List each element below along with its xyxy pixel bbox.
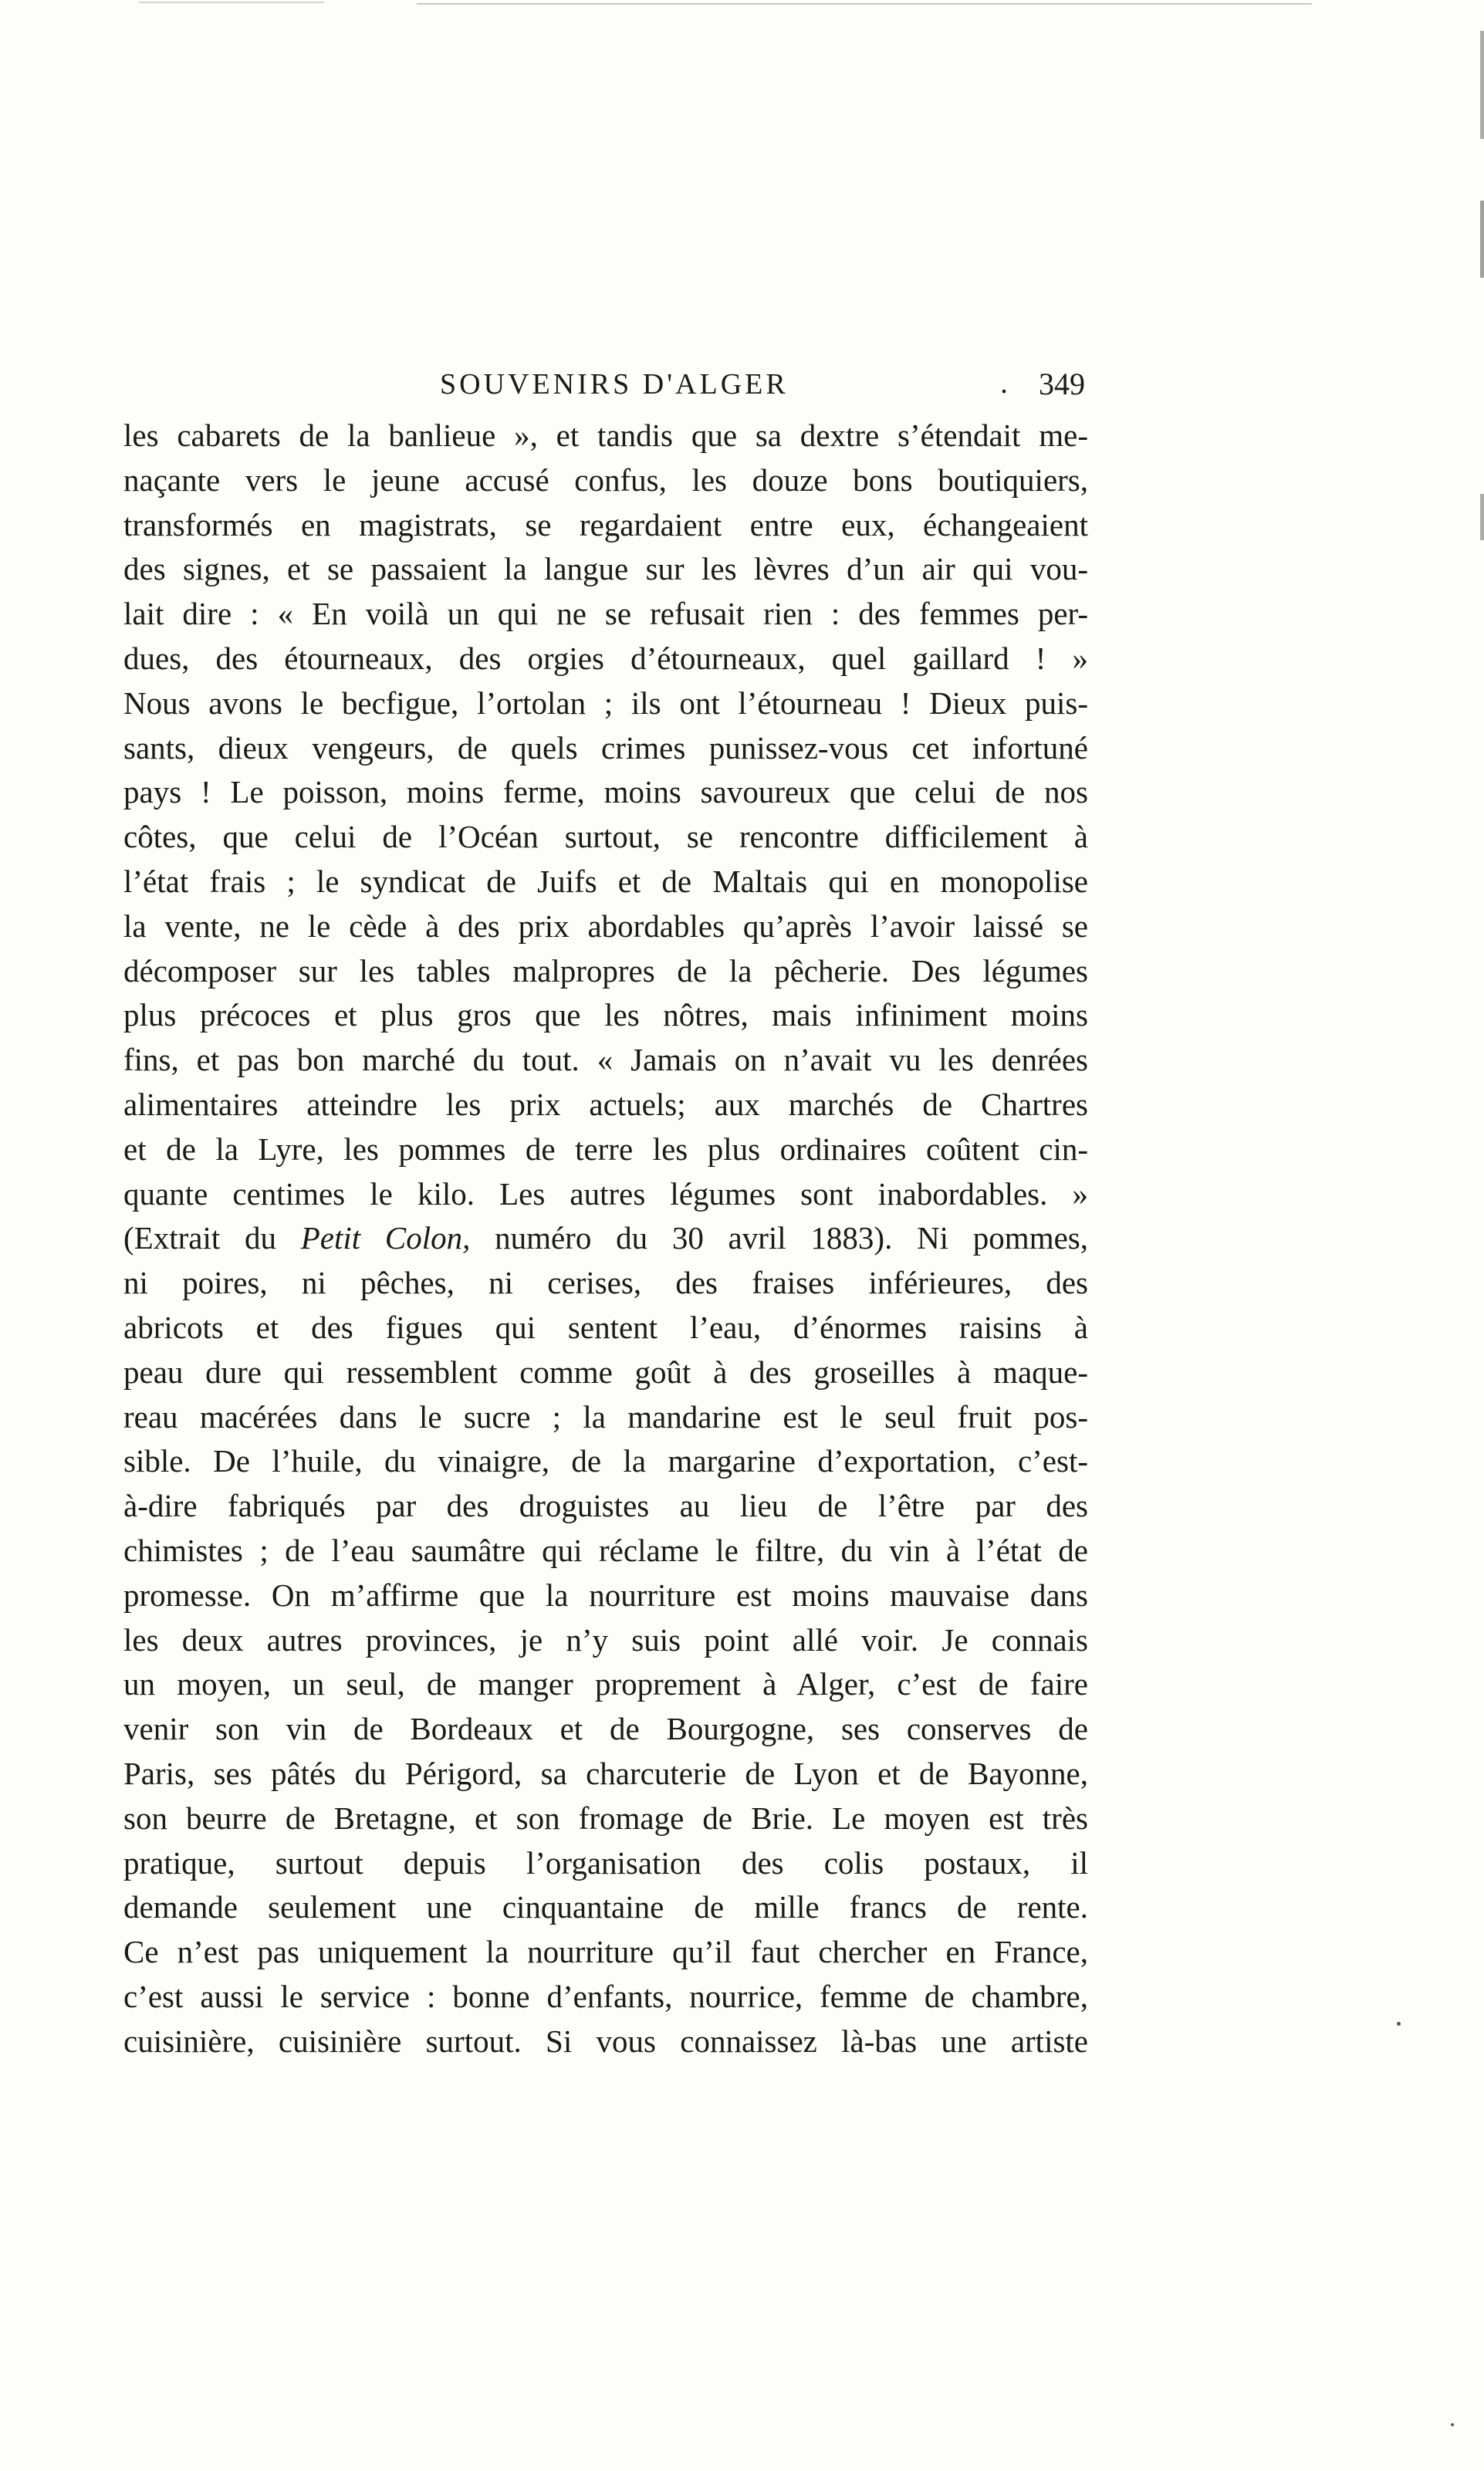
- text-line: [123, 770, 1088, 815]
- text-line: [123, 1662, 1088, 1707]
- text-line: [123, 993, 1088, 1038]
- text-line: [123, 1395, 1088, 1440]
- text-line: [123, 2020, 1088, 2064]
- text-segment: son beurre de Bretagne, et son fromage de Brie. Le moyen est très: [123, 1800, 1088, 1836]
- text-line: [123, 1797, 1088, 1841]
- text-line: [123, 1038, 1088, 1083]
- text-segment: l’état frais ; le syndicat de Juifs et de Maltais qui en monopolise: [123, 863, 1088, 899]
- text-segment: plus précoces et plus gros que les nôtres, mais infiniment moins: [123, 997, 1088, 1033]
- text-line: [123, 1707, 1088, 1752]
- text-line: [123, 1618, 1088, 1663]
- text-segment: la vente, ne le cède à des prix abordables qu’après l’avoir laissé se: [123, 908, 1088, 944]
- text-segment: côtes, que celui de l’Océan surtout, se rencontre difficilement à: [123, 819, 1088, 855]
- text-segment: les deux autres provinces, je n’y suis point allé voir. Je connais: [123, 1621, 1088, 1658]
- text-line: [123, 1752, 1088, 1797]
- text-segment: demande seulement une cinquantaine de mille francs de rente.: [123, 1889, 1088, 1925]
- header-separator: .: [1000, 365, 1008, 400]
- scan-edge-mark: [417, 3, 1312, 5]
- text-line: [123, 1261, 1088, 1306]
- text-segment: cuisinière, cuisinière surtout. Si vous connaissez là-bas une artiste: [123, 2023, 1088, 2059]
- running-title: SOUVENIRS D'ALGER: [440, 368, 789, 401]
- text-line: [123, 458, 1088, 503]
- text-line: [123, 1574, 1088, 1618]
- text-line: [123, 1975, 1088, 2020]
- text-line: [123, 637, 1088, 681]
- text-line: [123, 1841, 1088, 1886]
- text-line: [123, 1930, 1088, 1975]
- text-segment: pratique, surtout depuis l’organisation des colis postaux, il: [123, 1844, 1088, 1881]
- text-segment: peau dure qui ressemblent comme goût à des groseilles à maque-: [123, 1354, 1088, 1390]
- text-segment: et de la Lyre, les pommes de terre les plus ordinaires coûtent cin-: [123, 1131, 1088, 1167]
- scan-edge-shadow: [1480, 31, 1484, 2423]
- text-segment: (Extrait du: [123, 1220, 301, 1256]
- text-line: [123, 860, 1088, 904]
- text-segment: chimistes ; de l’eau saumâtre qui réclame le filtre, du vin à l’état de: [123, 1532, 1088, 1568]
- text-segment: alimentaires atteindre les prix actuels; aux marchés de Chartres: [123, 1086, 1088, 1122]
- text-line: [123, 1484, 1088, 1529]
- text-line: [123, 949, 1088, 994]
- text-line: [123, 503, 1088, 548]
- text-segment: à-dire fabriqués par des droguistes au lieu de l’être par des: [123, 1488, 1088, 1524]
- text-line: [123, 681, 1088, 726]
- text-segment: Petit Colon,: [300, 1220, 471, 1256]
- text-line: [123, 1350, 1088, 1395]
- text-segment: numéro du 30 avril 1883). Ni pommes,: [470, 1220, 1088, 1256]
- text-line: [123, 726, 1088, 771]
- text-segment: promesse. On m’affirme que la nourriture est moins mauvaise dans: [123, 1577, 1088, 1613]
- text-segment: décomposer sur les tables malpropres de la pêcherie. Des légumes: [123, 952, 1088, 989]
- scan-speck: [1451, 2423, 1454, 2426]
- text-segment: un moyen, un seul, de manger proprement à Alger, c’est de faire: [123, 1666, 1088, 1702]
- text-segment: naçante vers le jeune accusé confus, les douze bons boutiquiers,: [123, 461, 1088, 498]
- text-segment: c’est aussi le service : bonne d’enfants, nourrice, femme de chambre,: [123, 1978, 1088, 2014]
- text-line: [123, 1083, 1088, 1127]
- text-line: [123, 1529, 1088, 1574]
- text-line: [123, 1216, 1088, 1261]
- text-line: [123, 1127, 1088, 1172]
- body-text: [123, 414, 1088, 2064]
- text-segment: transformés en magistrats, se regardaient entre eux, échangeaient: [123, 506, 1088, 543]
- text-segment: venir son vin de Bordeaux et de Bourgogne, ses conserves de: [123, 1711, 1088, 1747]
- text-segment: sible. De l’huile, du vinaigre, de la margarine d’exportation, c’est-: [123, 1443, 1088, 1479]
- text-line: [123, 1439, 1088, 1484]
- text-segment: fins, et pas bon marché du tout. « Jamais on n’avait vu les denrées: [123, 1042, 1088, 1078]
- text-segment: sants, dieux vengeurs, de quels crimes punissez-vous cet infortuné: [123, 729, 1088, 766]
- text-segment: lait dire : « En voilà un qui ne se refusait rien : des femmes per-: [123, 596, 1088, 632]
- text-segment: Paris, ses pâtés du Périgord, sa charcuterie de Lyon et de Bayonne,: [123, 1755, 1088, 1791]
- text-segment: reau macérées dans le sucre ; la mandarine est le seul fruit pos-: [123, 1398, 1088, 1435]
- text-line: [123, 904, 1088, 949]
- text-line: [123, 1172, 1088, 1217]
- text-segment: quante centimes le kilo. Les autres légumes sont inabordables. »: [123, 1175, 1088, 1212]
- page-header: [123, 361, 1100, 411]
- text-segment: dues, des étourneaux, des orgies d’étourneaux, quel gaillard ! »: [123, 640, 1088, 676]
- text-segment: Nous avons le becfigue, l’ortolan ; ils ont l’étourneau ! Dieux puis-: [123, 685, 1088, 721]
- scan-speck: [1397, 2022, 1401, 2026]
- text-segment: pays ! Le poisson, moins ferme, moins savoureux que celui de nos: [123, 774, 1088, 810]
- text-segment: les cabarets de la banlieue », et tandis que sa dextre s’étendait me-: [123, 417, 1088, 453]
- text-line: [123, 1306, 1088, 1350]
- text-line: [123, 414, 1088, 458]
- text-line: [123, 815, 1088, 860]
- text-segment: ni poires, ni pêches, ni cerises, des fraises inférieures, des: [123, 1265, 1088, 1301]
- text-line: [123, 1885, 1088, 1930]
- text-segment: abricots et des figues qui sentent l’eau, d’énormes raisins à: [123, 1309, 1088, 1345]
- text-line: [123, 547, 1088, 592]
- page-number: 349: [1039, 367, 1085, 401]
- scan-edge-mark: [139, 2, 324, 3]
- text-segment: Ce n’est pas uniquement la nourriture qu’il faut chercher en France,: [123, 1934, 1088, 1970]
- text-line: [123, 592, 1088, 637]
- text-segment: des signes, et se passaient la langue sur les lèvres d’un air qui vou-: [123, 551, 1088, 587]
